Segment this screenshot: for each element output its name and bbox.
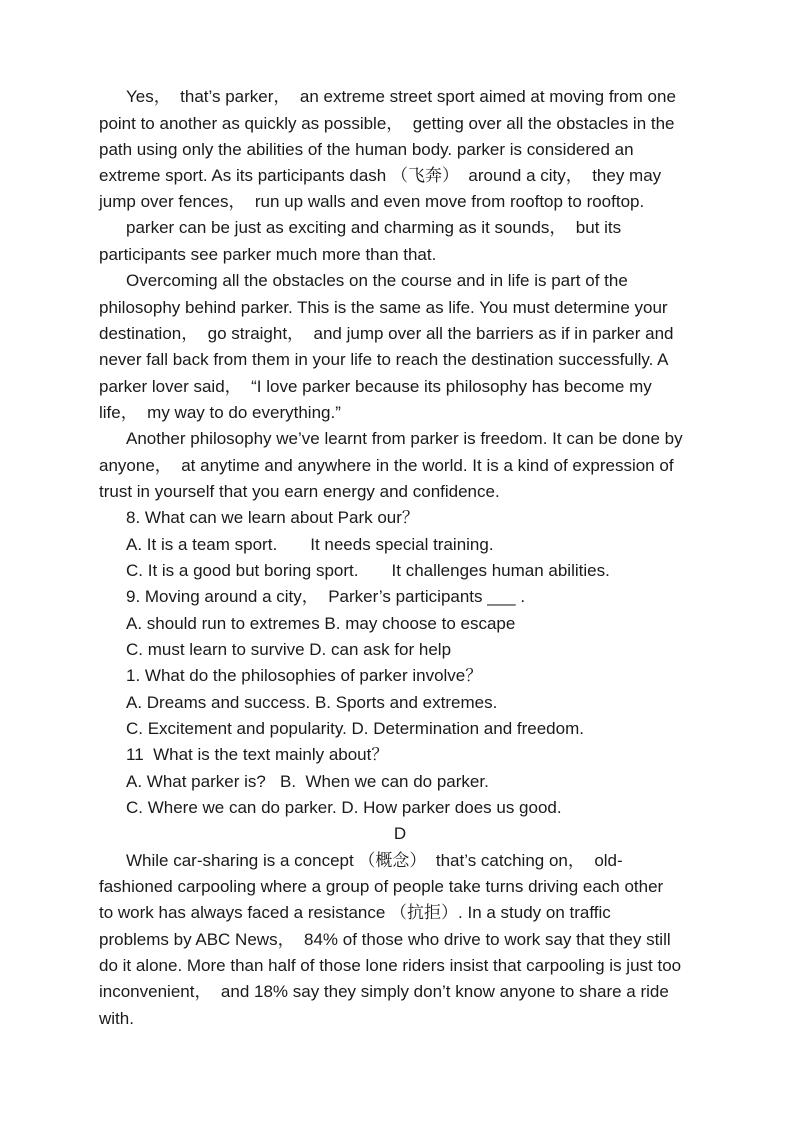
paragraph-line: inconvenient， and 18% say they simply don’t know anyone to share a ride <box>99 982 669 1001</box>
option-line: A. It is a team sport. It needs special training. <box>126 535 494 554</box>
option-line: C. Where we can do parker. D. How parker does us good. <box>126 798 562 817</box>
option-line: C. must learn to survive D. can ask for help <box>126 640 452 659</box>
option-line: A. What parker is? B. When we can do parker. <box>126 772 489 791</box>
paragraph-line: jump over fences， run up walls and even move from rooftop to rooftop. <box>99 192 645 211</box>
option-line: C. It is a good but boring sport. It challenges human abilities. <box>126 561 610 580</box>
paragraph-line: philosophy behind parker. This is the same as life. You must determine your <box>99 298 668 317</box>
paragraph-line: problems by ABC News， 84% of those who drive to work say that they still <box>99 930 671 949</box>
section-heading: D <box>393 824 407 843</box>
paragraph-line: parker can be just as exciting and charming as it sounds， but its <box>126 218 622 237</box>
option-line: A. Dreams and success. B. Sports and extremes. <box>126 693 498 712</box>
paragraph-line: to work has always faced a resistance （抗拒）. In a study on traffic <box>99 903 611 922</box>
paragraph-line: trust in yourself that you earn energy and confidence. <box>99 482 500 501</box>
paragraph-line: path using only the abilities of the human body. parker is considered an <box>99 140 634 159</box>
question-line: 1. What do the philosophies of parker involve？ <box>126 666 483 685</box>
paragraph-line: never fall back from them in your life to reach the destination successfully. A <box>99 350 669 369</box>
option-line: C. Excitement and popularity. D. Determination and freedom. <box>126 719 584 738</box>
question-line: 11 What is the text mainly about？ <box>126 745 389 764</box>
paragraph-line: Yes， that’s parker， an extreme street sport aimed at moving from one <box>126 87 676 106</box>
paragraph-line: life， my way to do everything.” <box>99 403 341 422</box>
option-line: A. should run to extremes B. may choose to escape <box>126 614 516 633</box>
paragraph-line: Another philosophy we’ve learnt from parker is freedom. It can be done by <box>126 429 683 448</box>
paragraph-line: fashioned carpooling where a group of people take turns driving each other <box>99 877 664 896</box>
paragraph-line: point to another as quickly as possible， getting over all the obstacles in the <box>99 114 675 133</box>
paragraph-line: do it alone. More than half of those lone riders insist that carpooling is just too <box>99 956 682 975</box>
paragraph-line: with. <box>99 1009 134 1028</box>
paragraph-line: extreme sport. As its participants dash （飞奔） around a city， they may <box>99 166 662 185</box>
question-line: 9. Moving around a city， Parker’s participants ___ . <box>126 587 526 606</box>
paragraph-line: participants see parker much more than that. <box>99 245 437 264</box>
paragraph-line: While car-sharing is a concept （概念） that’s catching on， old- <box>126 851 623 870</box>
paragraph-line: destination， go straight， and jump over all the barriers as if in parker and <box>99 324 674 343</box>
question-line: 8. What can we learn about Park our？ <box>126 508 419 527</box>
paragraph-line: Overcoming all the obstacles on the course and in life is part of the <box>126 271 628 290</box>
paragraph-line: anyone， at anytime and anywhere in the world. It is a kind of expression of <box>99 456 674 475</box>
paragraph-line: parker lover said， “I love parker because its philosophy has become my <box>99 377 652 396</box>
